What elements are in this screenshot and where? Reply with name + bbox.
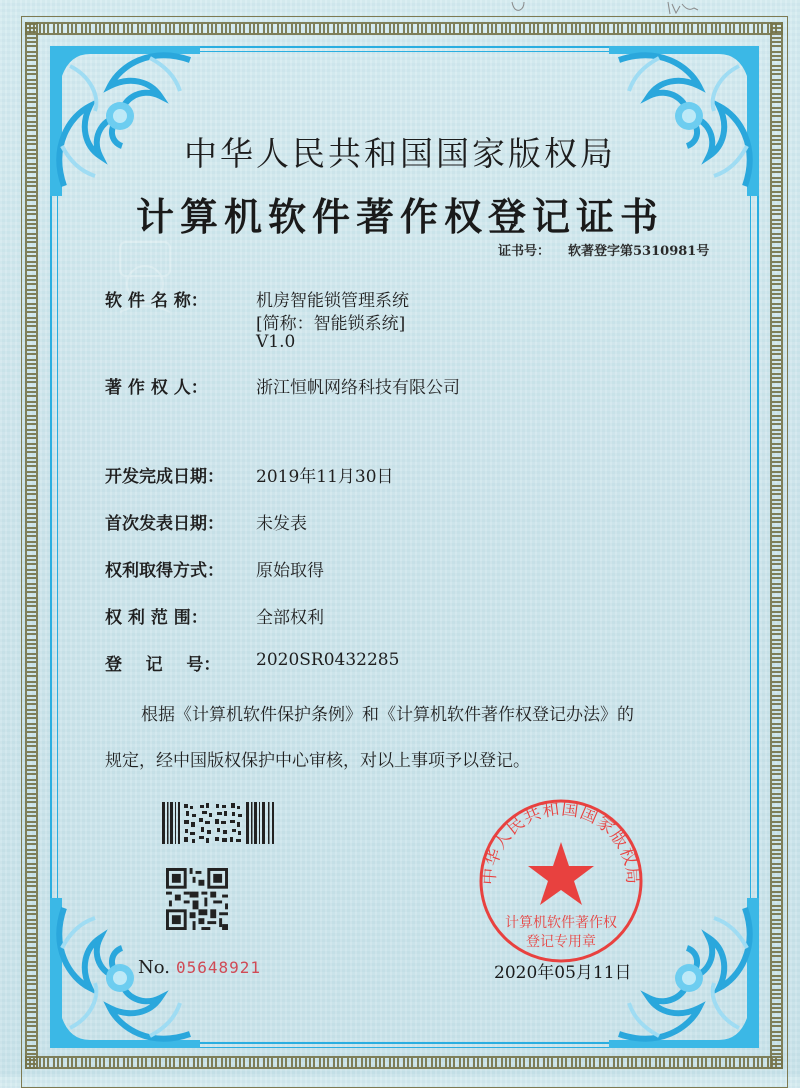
- meander-border-right: [770, 22, 783, 1069]
- software-short-name: [简称：智能锁系统]: [256, 314, 406, 334]
- acquisition-method-value: 原始取得: [256, 561, 324, 581]
- certificate-title: 计算机软件著作权登记证书: [135, 194, 664, 239]
- copyright-owner-value: 浙江恒帆网络科技有限公司: [256, 378, 460, 398]
- software-version: V1.0: [256, 332, 296, 352]
- certificate-number-value: 软著登字第5310981号: [568, 244, 710, 259]
- seal-inner-line-2: 登记专用章: [526, 934, 596, 950]
- barcode-icon: [162, 802, 278, 844]
- seal-inner-line-1: 计算机软件著作权: [505, 915, 617, 931]
- software-name-value: 机房智能锁管理系统: [256, 291, 409, 311]
- serial-number: [138, 957, 261, 978]
- official-seal-icon: [476, 796, 646, 966]
- completion-date-value: 2019年11月30日: [256, 467, 394, 487]
- acquisition-method-label: 权利取得方式：: [105, 561, 224, 581]
- registration-number-label: 登 记 号：: [105, 655, 221, 675]
- issuing-agency: 中华人民共和国国家版权局: [184, 134, 616, 173]
- rights-scope-label: 权 利 范 围：: [105, 608, 208, 628]
- seal-outer-text: 中华人民共和国国家版权局: [479, 799, 643, 886]
- statement-line-2: 规定，经中国版权保护中心审核，对以上事项予以登记。: [105, 751, 530, 771]
- meander-border-top: [25, 22, 783, 35]
- first-publish-date-label: 首次发表日期：: [105, 514, 224, 534]
- certificate-number-label: 证书号：: [498, 244, 551, 259]
- first-publish-date-value: 未发表: [256, 514, 307, 534]
- certificate-number: [498, 240, 709, 259]
- software-name-label: 软 件 名 称：: [105, 291, 208, 311]
- meander-border-bottom: [25, 1056, 783, 1069]
- serial-prefix: No.: [138, 957, 170, 978]
- serial-number-value: 05648921: [176, 958, 262, 977]
- rights-scope-value: 全部权利: [256, 608, 324, 628]
- copyright-owner-label: 著 作 权 人：: [105, 378, 208, 398]
- statement-line-1: 根据《计算机软件保护条例》和《计算机软件著作权登记办法》的: [141, 705, 634, 725]
- qr-code-icon: [166, 868, 228, 930]
- issue-date: 2020年05月11日: [494, 963, 632, 983]
- completion-date-label: 开发完成日期：: [105, 467, 224, 487]
- registration-number-value: 2020SR0432285: [256, 650, 400, 670]
- pencil-marks: [500, 0, 700, 16]
- meander-border-left: [25, 22, 38, 1069]
